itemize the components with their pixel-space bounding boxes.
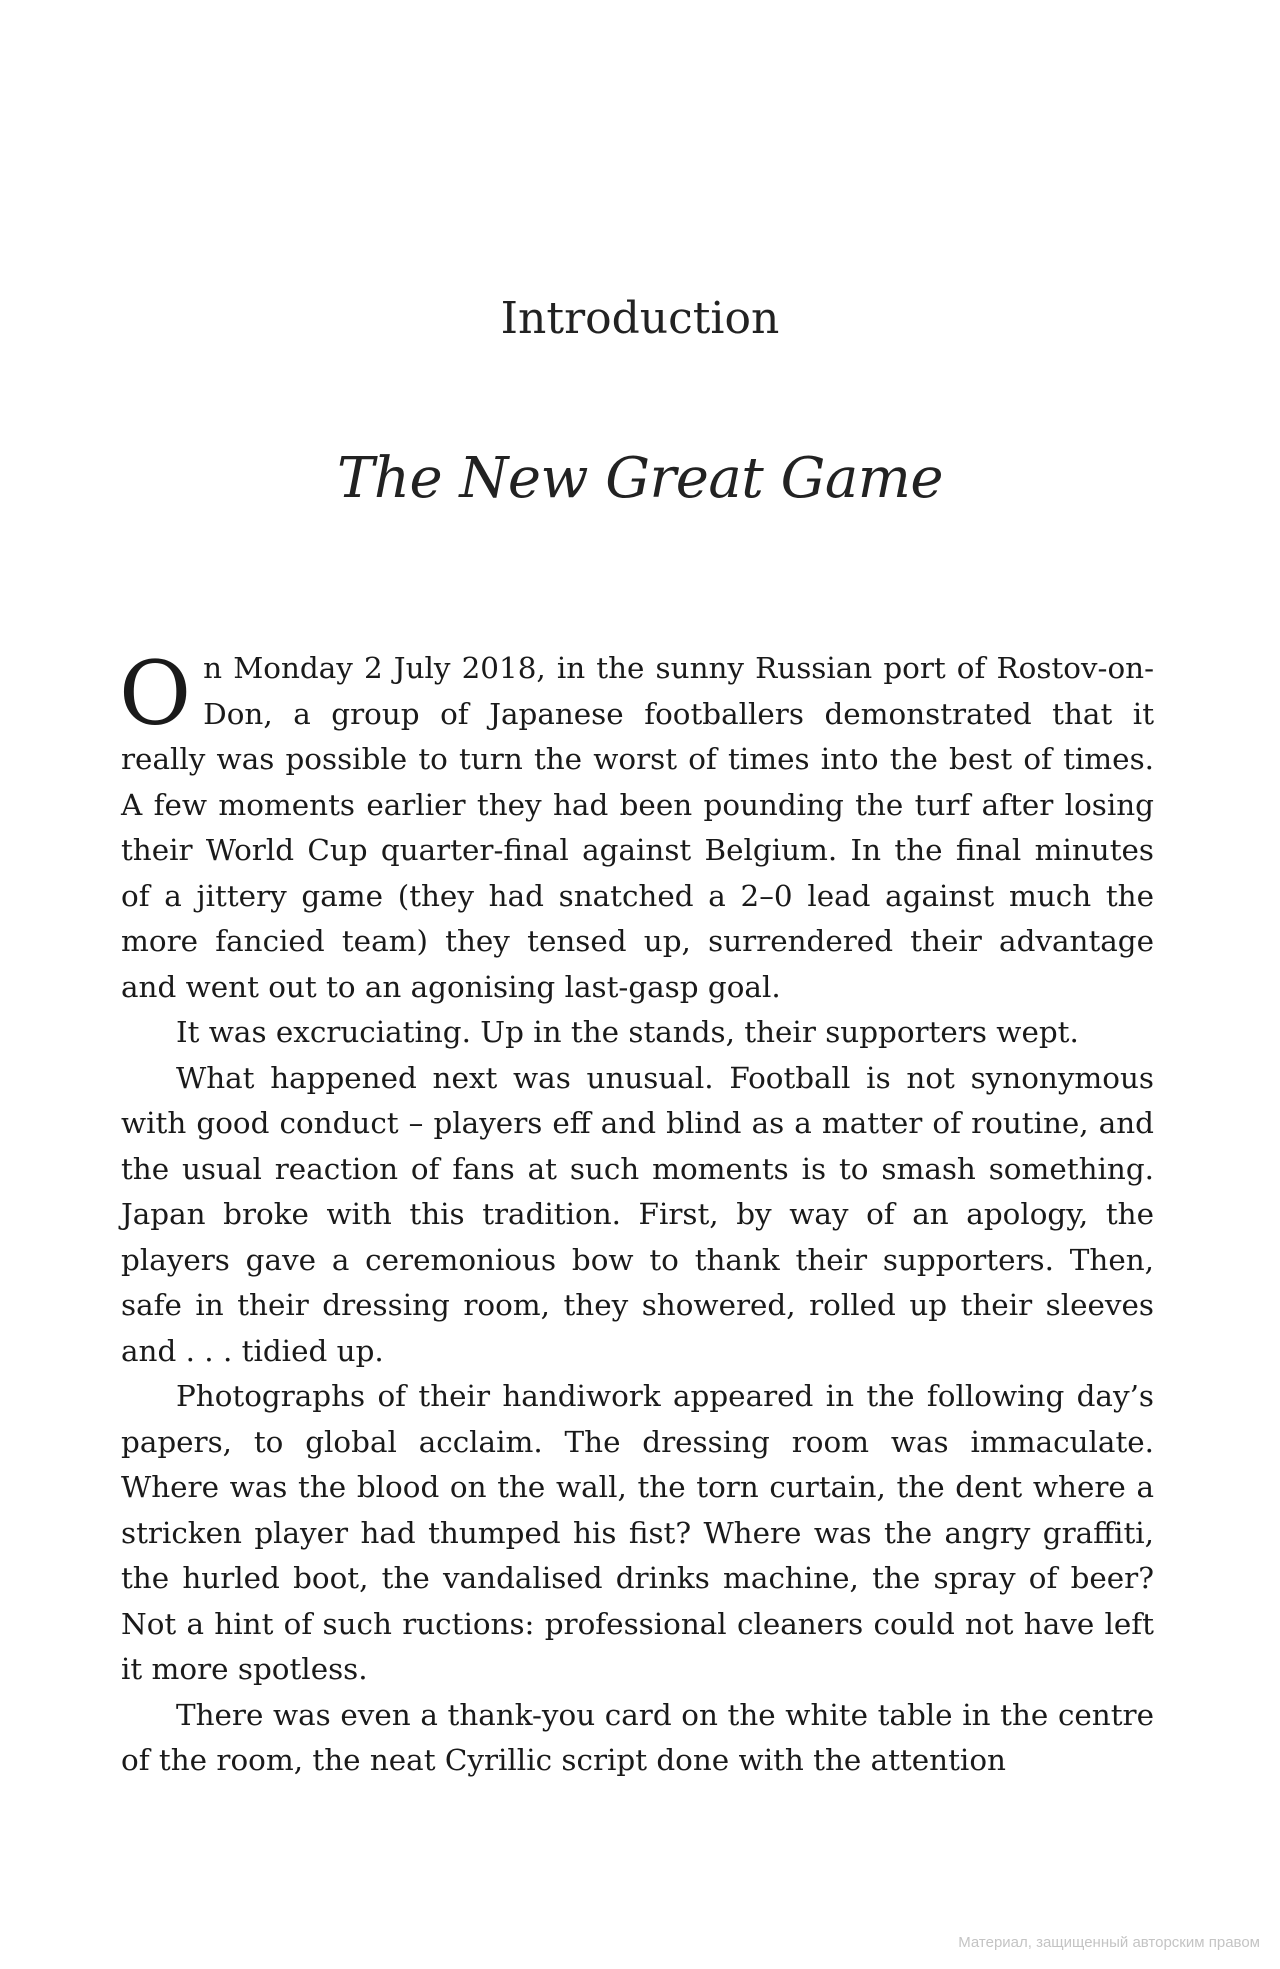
paragraph-3: What happened next was unusual. Football is not synonymous with good conduct – players eff and blind as a matter of routine, and the usual reaction of fans at such moments is to smash something. Japan broke with this tradition. First, by way of an apology, the players gave a ceremonious bow to thank their supporters. Then, safe in their dressing room, they showered, rolled up their sleeves and . . . tidied up. (121, 1060, 1154, 1368)
paragraph-4: Photographs of their handiwork appeared in the following day’s papers, to global acclaim. The dressing room was immaculate. Where was the blood on the wall, the torn curtain, the dent where a stricken player had thumped his fist? Where was the angry graffiti, the hurled boot, the vandalised drinks machine, the spray of beer? Not a hint of such ructions: professional cleaners could not have left it more spotless. (121, 1379, 1154, 1686)
copyright-watermark: Материал, защищенный авторским правом (958, 1934, 1260, 1951)
paragraph-1-text: n Monday 2 July 2018, in the sunny Russian port of Rostov-on-Don, a group of Japanese footballers demonstrated that it really was possible to turn the worst of times into the best of times. A few moments earlier they had been pounding the turf after losing their World Cup quarter-final against Belgium. In the final minutes of a jittery game (they had snatched a 2–0 lead against much the more fancied team) they tensed up, surrendered their advantage and went out to an agonising last-gasp goal. (121, 651, 1154, 1004)
paragraph-2: It was excruciating. Up in the stands, their supporters wept. (176, 1015, 1079, 1049)
body-text (119, 642, 1154, 1784)
paragraph-5: There was even a thank-you card on the white table in the centre of the room, the neat Cyrillic script done with the attention (121, 1697, 1154, 1777)
paragraph-1 (119, 642, 1154, 1010)
chapter-title: The New Great Game (337, 446, 943, 511)
drop-cap: O (119, 642, 192, 745)
chapter-heading: Introduction (500, 293, 780, 344)
